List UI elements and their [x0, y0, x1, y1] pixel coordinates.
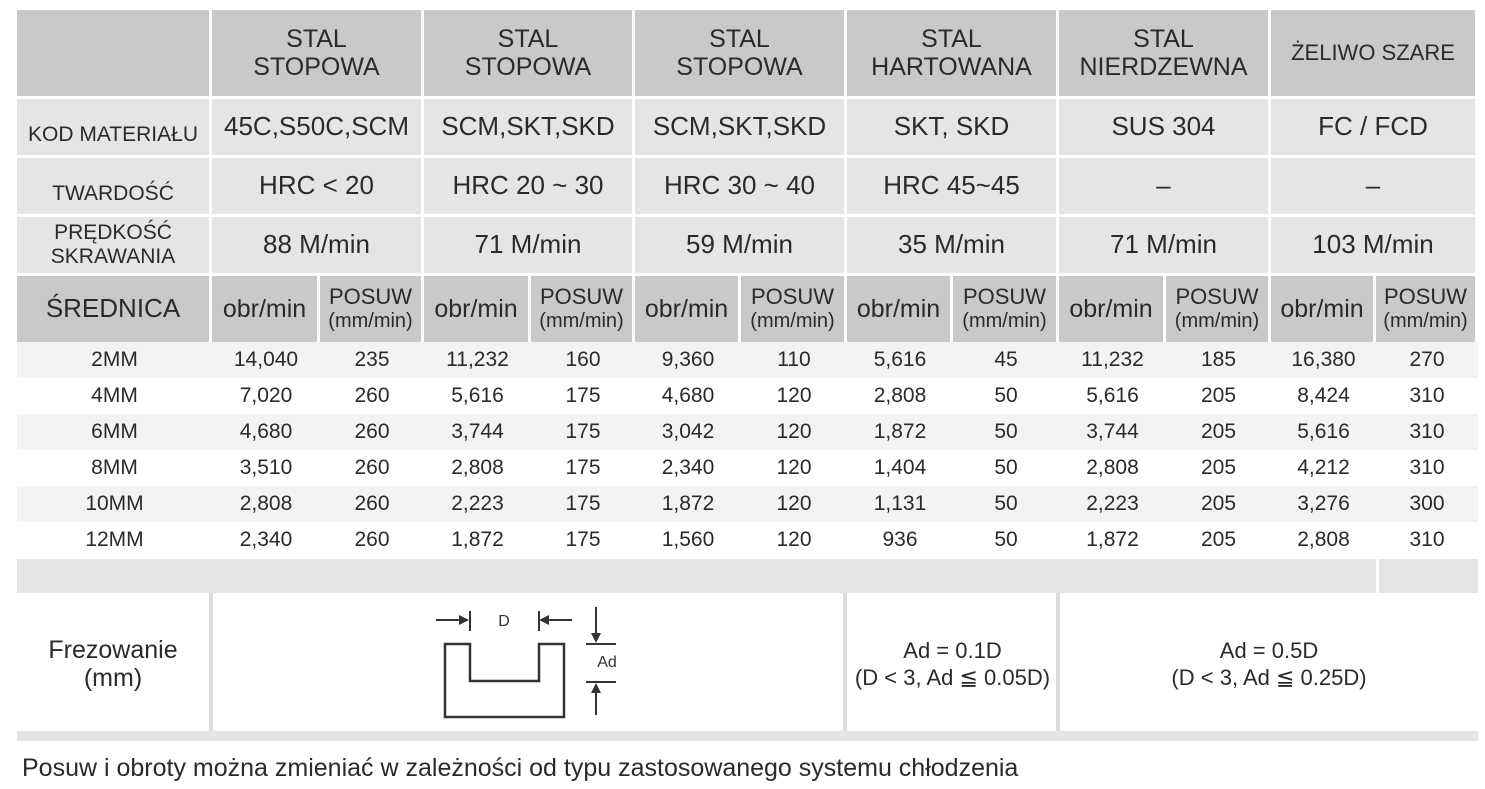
material-header-1 [212, 10, 421, 96]
feed-cell: 110 [777, 348, 811, 372]
cell-twardosc-2: HRC 20 ~ 30 [424, 158, 632, 214]
row-label-predkosc-line1: PRĘDKOŚĆ [54, 221, 172, 245]
empty-band [17, 559, 1478, 593]
cell-predkosc-2: 71 M/min [424, 217, 632, 273]
row-label-kod: KOD MATERIAŁU [17, 99, 209, 155]
feed-cell: 205 [1200, 456, 1237, 480]
feed-header-3 [741, 276, 844, 342]
rpm-cell: 9,360 [661, 348, 715, 372]
rpm-cell: 1,872 [1086, 528, 1139, 552]
feed-cell: 260 [354, 384, 390, 408]
rpm-cell: 1,131 [873, 492, 927, 516]
rpm-header-6: obr/min [1271, 276, 1373, 342]
milling-divider [1056, 593, 1060, 731]
material-header-4-line1: STAL [921, 25, 982, 53]
ad-formula-1-line2: (D < 3, Ad ≦ 0.05D) [854, 665, 1051, 690]
feed-cell: 310 [1409, 384, 1445, 408]
cell-kod-3: SCM,SKT,SKD [635, 99, 844, 155]
material-header-5 [1059, 10, 1268, 96]
feed-cell: 205 [1200, 420, 1237, 444]
feed-header-4-line2: (mm/min) [962, 310, 1047, 333]
rpm-header-1: obr/min [212, 276, 317, 342]
milling-diagram [418, 599, 628, 724]
feed-cell: 175 [565, 492, 601, 516]
feed-cell: 235 [354, 348, 390, 372]
cell-kod-1: 45C,S50C,SCM [212, 99, 421, 155]
feed-header-6-line1: POSUW [1383, 284, 1468, 310]
feed-cell: 175 [565, 420, 601, 444]
material-header-1-line1: STAL [286, 25, 347, 53]
feed-header-4-line1: POSUW [962, 284, 1047, 310]
material-header-3-line1: STAL [709, 25, 770, 53]
rpm-header-5: obr/min [1059, 276, 1163, 342]
diameter-cell: 2MM [91, 348, 138, 372]
d-dim-label: D [498, 613, 510, 630]
feed-header-3-line1: POSUW [750, 284, 835, 310]
rpm-cell: 2,223 [451, 492, 504, 516]
feed-header-2 [531, 276, 632, 342]
feed-cell: 120 [776, 492, 812, 516]
rpm-cell: 3,744 [451, 420, 504, 444]
feed-cell: 50 [994, 528, 1018, 552]
feed-cell: 260 [354, 528, 390, 552]
milling-divider [843, 593, 847, 731]
rpm-cell: 3,510 [239, 456, 293, 480]
srednica-header: ŚREDNICA [17, 276, 209, 342]
cell-kod-4: SKT, SKD [847, 99, 1056, 155]
material-header-4 [847, 10, 1056, 96]
rpm-cell: 11,232 [446, 348, 509, 372]
feed-cell: 260 [354, 420, 390, 444]
row-label-predkosc [17, 217, 209, 273]
feed-cell: 185 [1200, 348, 1237, 372]
feed-cell: 120 [776, 384, 812, 408]
feed-header-1 [320, 276, 421, 342]
material-header-6: ŻELIWO SZARE [1271, 10, 1475, 96]
feed-cell: 300 [1409, 492, 1445, 516]
feed-cell: 160 [565, 348, 601, 372]
milling-divider [209, 593, 213, 731]
feed-cell: 205 [1200, 528, 1237, 552]
ad-formula-2-line1: Ad = 0.5D [1219, 637, 1319, 663]
cell-twardosc-5: – [1059, 158, 1268, 214]
diameter-cell: 4MM [91, 384, 138, 408]
cell-twardosc-6: – [1271, 158, 1475, 214]
feed-header-3-line2: (mm/min) [750, 310, 835, 333]
rpm-cell: 4,680 [239, 420, 293, 444]
rpm-cell: 7,020 [239, 384, 293, 408]
feed-header-2-line1: POSUW [539, 284, 624, 310]
rpm-cell: 4,680 [661, 384, 715, 408]
feed-cell: 205 [1200, 492, 1237, 516]
feed-cell: 175 [565, 528, 601, 552]
feed-cell: 175 [565, 384, 601, 408]
diameter-cell: 10MM [85, 492, 144, 516]
rpm-cell: 5,616 [1086, 384, 1139, 408]
material-header-5-line1: STAL [1133, 25, 1194, 53]
rpm-cell: 1,560 [661, 528, 715, 552]
rpm-cell: 2,808 [451, 456, 504, 480]
rpm-cell: 936 [882, 528, 918, 552]
feed-header-1-line1: POSUW [328, 284, 413, 310]
rpm-cell: 2,340 [661, 456, 715, 480]
feed-header-5 [1166, 276, 1268, 342]
material-header-3 [635, 10, 844, 96]
feed-cell: 310 [1409, 420, 1445, 444]
material-header-3-line2: STOPOWA [676, 53, 803, 81]
row-label-predkosc-line2: SKRAWANIA [50, 245, 176, 268]
cutting-parameters-table [17, 10, 1478, 741]
feed-header-5-line2: (mm/min) [1174, 310, 1260, 333]
feed-header-6-line2: (mm/min) [1383, 310, 1468, 333]
feed-header-1-line2: (mm/min) [328, 310, 413, 333]
cell-predkosc-5: 71 M/min [1059, 217, 1268, 273]
feed-cell: 50 [994, 456, 1018, 480]
row-label-twardosc: TWARDOŚĆ [17, 158, 209, 214]
rpm-header-3: obr/min [635, 276, 738, 342]
feed-cell: 45 [994, 348, 1018, 372]
ad-formula-2 [1060, 597, 1478, 731]
rpm-cell: 1,872 [873, 420, 927, 444]
feed-cell: 270 [1409, 348, 1445, 372]
rpm-cell: 5,616 [451, 384, 504, 408]
cell-predkosc-4: 35 M/min [847, 217, 1056, 273]
rpm-header-2: obr/min [424, 276, 528, 342]
cell-twardosc-3: HRC 30 ~ 40 [635, 158, 844, 214]
ad-formula-2-line2: (D < 3, Ad ≦ 0.25D) [1171, 665, 1367, 690]
material-header-4-line2: HARTOWANA [871, 53, 1032, 81]
diameter-cell: 8MM [91, 456, 138, 480]
feed-cell: 260 [354, 456, 390, 480]
header-corner [17, 10, 209, 96]
rpm-cell: 5,616 [873, 348, 927, 372]
footnote-text: Posuw i obroty można zmieniać w zależności od typu zastosowanego systemu chłodzenia [22, 754, 1019, 782]
milling-label-line2: (mm) [83, 664, 143, 692]
feed-cell: 120 [776, 456, 812, 480]
feed-cell: 310 [1409, 456, 1445, 480]
bottom-band [17, 731, 1478, 741]
feed-cell: 50 [994, 384, 1018, 408]
feed-header-4 [953, 276, 1056, 342]
rpm-cell: 11,232 [1081, 348, 1144, 372]
milling-label-line1: Frezowanie [48, 636, 178, 664]
cell-kod-2: SCM,SKT,SKD [424, 99, 632, 155]
rpm-cell: 2,808 [873, 384, 927, 408]
rpm-cell: 8,424 [1297, 384, 1350, 408]
rpm-cell: 14,040 [233, 348, 299, 372]
rpm-cell: 2,223 [1086, 492, 1139, 516]
cell-twardosc-4: HRC 45~45 [847, 158, 1056, 214]
rpm-cell: 1,872 [661, 492, 715, 516]
material-header-5-line2: NIERDZEWNA [1079, 53, 1248, 81]
milling-label [17, 597, 209, 731]
d-dim-left-arrowhead [459, 615, 469, 625]
rpm-cell: 3,042 [661, 420, 715, 444]
ad-formula-1 [849, 597, 1056, 731]
feed-cell: 260 [354, 492, 390, 516]
empty-band-divider [1376, 559, 1379, 593]
rpm-cell: 4,212 [1297, 456, 1350, 480]
feed-cell: 50 [994, 420, 1018, 444]
ad-formula-1-line1: Ad = 0.1D [903, 637, 1002, 663]
material-header-2 [424, 10, 632, 96]
feed-header-2-line2: (mm/min) [539, 310, 624, 333]
feed-cell: 120 [776, 528, 812, 552]
cell-predkosc-3: 59 M/min [635, 217, 844, 273]
slot-profile-shape [445, 644, 564, 717]
rpm-cell: 1,872 [451, 528, 504, 552]
rpm-cell: 5,616 [1297, 420, 1350, 444]
feed-cell: 205 [1200, 384, 1237, 408]
rpm-cell: 3,276 [1297, 492, 1350, 516]
feed-cell: 120 [776, 420, 812, 444]
material-header-2-line1: STAL [497, 25, 559, 53]
diameter-cell: 12MM [85, 528, 144, 552]
cell-kod-6: FC / FCD [1271, 99, 1475, 155]
rpm-header-4: obr/min [847, 276, 950, 342]
feed-cell: 50 [994, 492, 1018, 516]
rpm-cell: 2,808 [239, 492, 293, 516]
d-dim-right-arrowhead [539, 615, 549, 625]
rpm-cell: 2,340 [239, 528, 293, 552]
material-header-2-line2: STOPOWA [464, 53, 592, 81]
material-header-1-line2: STOPOWA [253, 53, 380, 81]
rpm-cell: 2,808 [1086, 456, 1139, 480]
ad-dim-label: Ad [597, 654, 617, 671]
cell-kod-5: SUS 304 [1059, 99, 1268, 155]
cell-predkosc-1: 88 M/min [212, 217, 421, 273]
cell-twardosc-1: HRC < 20 [212, 158, 421, 214]
feed-header-6 [1376, 276, 1475, 342]
rpm-cell: 1,404 [873, 456, 927, 480]
feed-cell: 310 [1409, 528, 1445, 552]
ad-dim-top-arrowhead [591, 633, 601, 643]
cell-predkosc-6: 103 M/min [1271, 217, 1475, 273]
diameter-cell: 6MM [91, 420, 138, 444]
feed-cell: 175 [565, 456, 601, 480]
feed-header-5-line1: POSUW [1175, 284, 1259, 310]
rpm-cell: 2,808 [1297, 528, 1350, 552]
rpm-cell: 16,380 [1291, 348, 1356, 372]
rpm-cell: 3,744 [1086, 420, 1139, 444]
